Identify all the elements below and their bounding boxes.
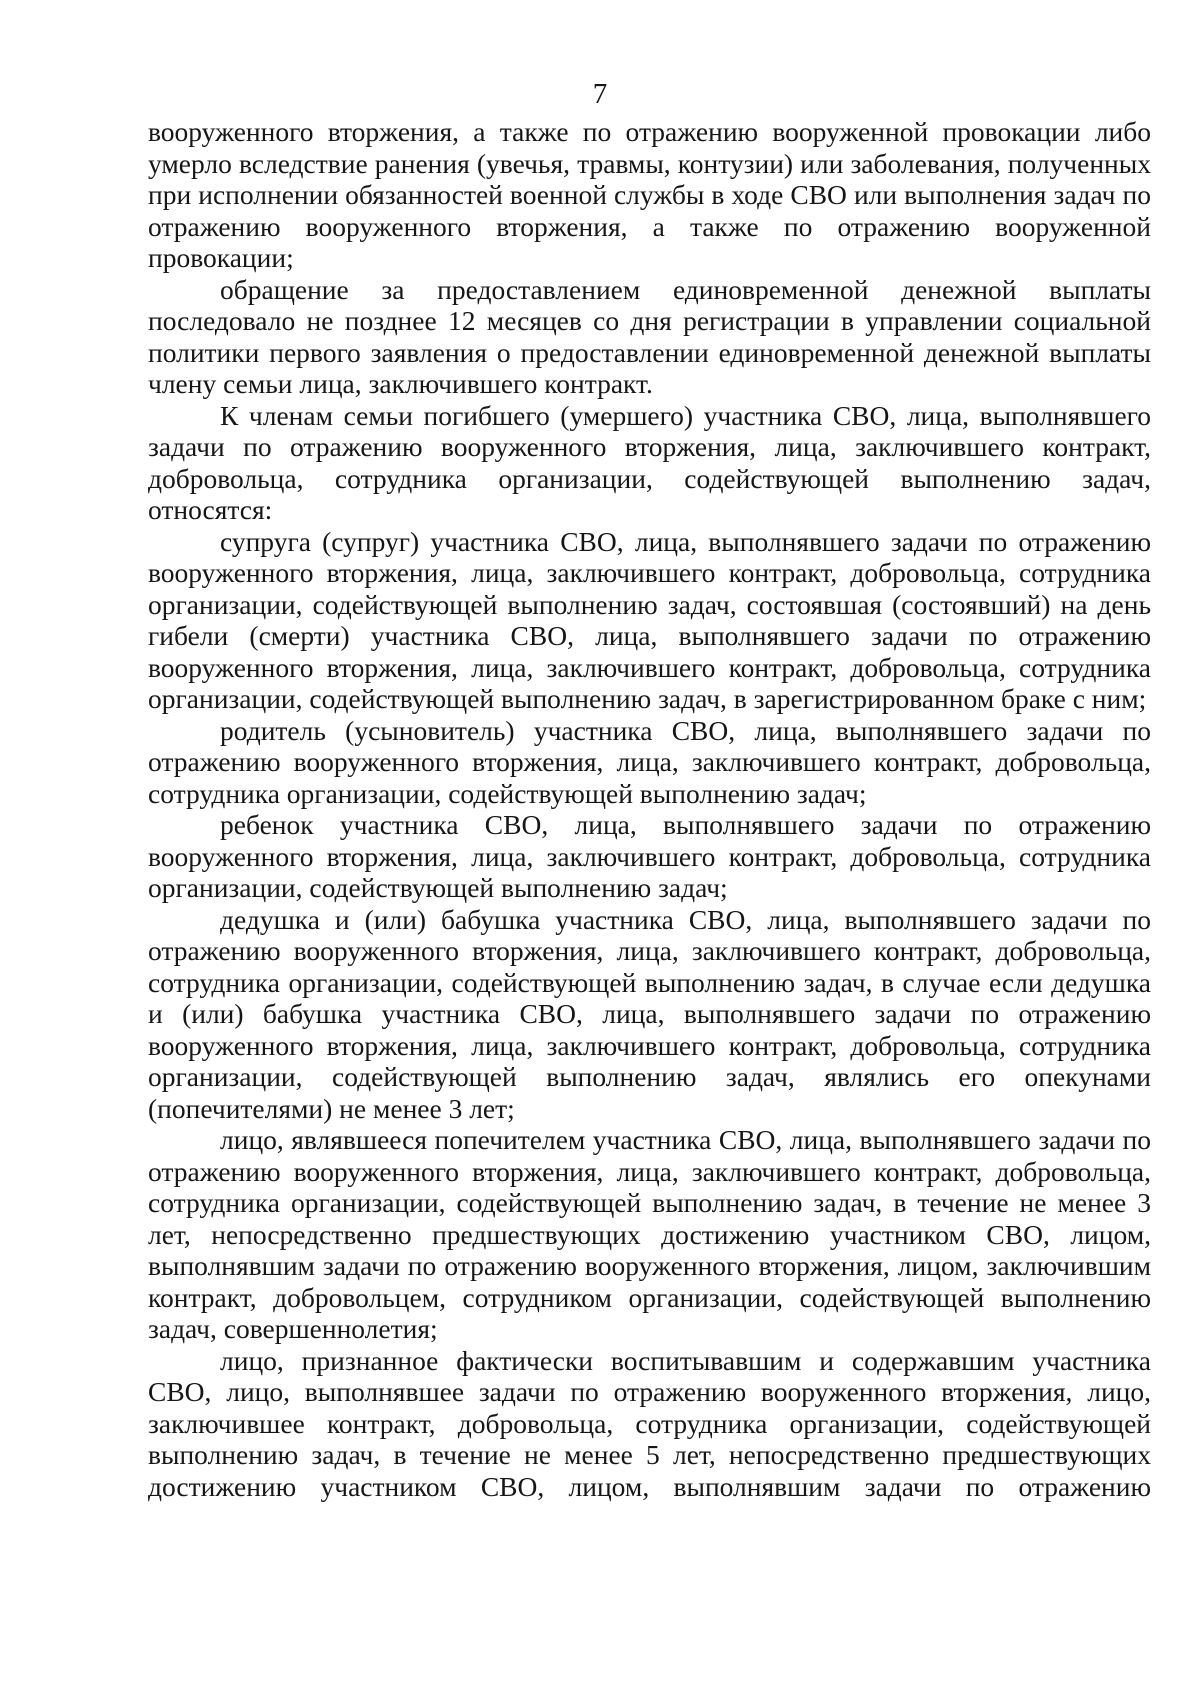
- paragraph-5: родитель (усыновитель) участника СВО, лица, выполнявшего задачи по отражению вооруженного вторжения, лица, заключившего контракт, добровольца, сотрудника организации, содействующей выполнению задач;: [148, 714, 1151, 809]
- paragraph-1: вооруженного вторжения, а также по отражению вооруженной провокации либо умерло вследствие ранения (увечья, травмы, контузии) или заболевания, полученных при исполнении обязанностей военной службы в ходе СВО или выполнения задач по отражению вооруженного вторжения, а также по отражению вооруженной провокации;: [148, 116, 1151, 273]
- paragraph-9: лицо, признанное фактически воспитывавшим и содержавшим участника СВО, лицо, выполнявшее задачи по отражению вооруженного вторжения, лицо, заключившее контракт, добровольца, сотрудника организации, содействующей выполнению задач, в течение не менее 5 лет, непосредственно предшествующих достижению участником СВО, лицом, выполнявшим задачи по отражению: [148, 1344, 1151, 1502]
- paragraph-3: К членам семьи погибшего (умершего) участника СВО, лица, выполнявшего задачи по отражению вооруженного вторжения, лица, заключившего контракт, добровольца, сотрудника организации, содействующей выполнению задач, относятся:: [148, 399, 1151, 525]
- page-number: 7: [592, 78, 608, 110]
- paragraph-8: лицо, являвшееся попечителем участника СВО, лица, выполнявшего задачи по отражению вооруженного вторжения, лица, заключившего контракт, добровольца, сотрудника организации, содействующей выполнению задач, в течение не менее 3 лет, непосредственно предшествующих достижению участником СВО, лицом, выполнявшим задачи по отражению вооруженного вторжения, лицом, заключившим контракт, добровольцем, сотрудником организации, содействующей выполнению задач, совершеннолетия;: [148, 1124, 1151, 1344]
- paragraph-2: обращение за предоставлением единовременной денежной выплаты последовало не позднее 12 месяцев со дня регистрации в управлении социальной политики первого заявления о предоставлении единовременной денежной выплаты члену семьи лица, заключившего контракт.: [148, 273, 1151, 399]
- paragraph-6: ребенок участника СВО, лица, выполнявшего задачи по отражению вооруженного вторжения, лица, заключившего контракт, добровольца, сотрудника организации, содействующей выполнению задач;: [148, 809, 1151, 903]
- paragraph-7: дедушка и (или) бабушка участника СВО, лица, выполнявшего задачи по отражению вооруженного вторжения, лица, заключившего контракт, добровольца, сотрудника организации, содействующей выполнению задач, в случае если дедушка и (или) бабушка участника СВО, лица, выполнявшего задачи по отражению вооруженного вторжения, лица, заключившего контракт, добровольца, сотрудника организации, содействующей выполнению задач, являлись его опекунами (попечителями) не менее 3 лет;: [148, 903, 1151, 1124]
- document-body: [148, 116, 1151, 1502]
- paragraph-4: супруга (супруг) участника СВО, лица, выполнявшего задачи по отражению вооруженного вторжения, лица, заключившего контракт, добровольца, сотрудника организации, содействующей выполнению задач, состоявшая (состоявший) на день гибели (смерти) участника СВО, лица, выполнявшего задачи по отражению вооруженного вторжения, лица, заключившего контракт, добровольца, сотрудника организации, содействующей выполнению задач, в зарегистрированном браке с ним;: [148, 525, 1151, 714]
